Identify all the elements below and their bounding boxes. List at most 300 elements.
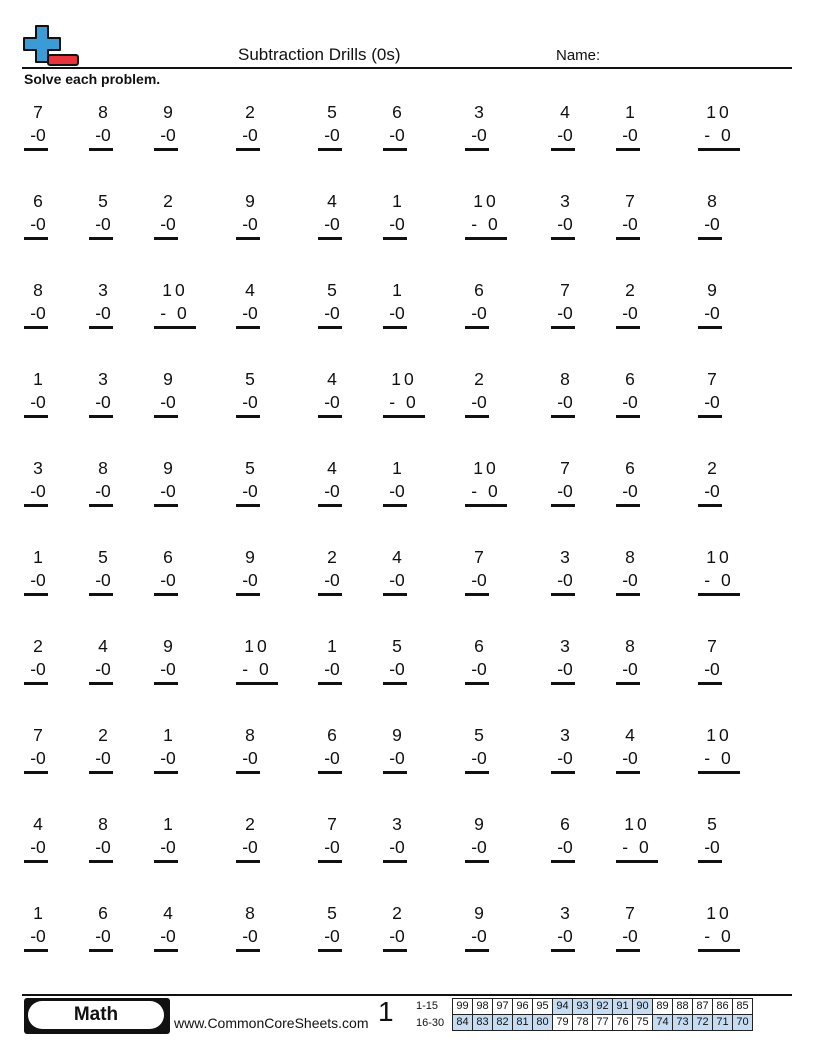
answer-line bbox=[236, 326, 260, 329]
score-cell: 71 bbox=[713, 1015, 733, 1031]
subtrahend: -0 bbox=[30, 303, 46, 323]
minuend: 9 bbox=[163, 636, 173, 656]
minuend: 4 bbox=[560, 102, 570, 122]
answer-line bbox=[383, 771, 407, 774]
minuend: 4 bbox=[163, 903, 173, 923]
range-row2: 16-30 bbox=[416, 1017, 445, 1029]
subtrahend: -0 bbox=[324, 748, 340, 768]
plus-minus-logo-icon bbox=[22, 24, 82, 70]
minuend: 6 bbox=[33, 191, 43, 211]
subtraction-problem bbox=[89, 102, 159, 162]
subtraction-problem bbox=[24, 191, 94, 251]
subtrahend: - 0 bbox=[622, 837, 652, 857]
answer-line bbox=[616, 949, 640, 952]
score-cell: 97 bbox=[493, 999, 513, 1015]
subtraction-problem bbox=[89, 547, 159, 607]
answer-line bbox=[89, 148, 113, 151]
score-row bbox=[453, 1015, 753, 1031]
score-cell: 80 bbox=[533, 1015, 553, 1031]
minuend: 6 bbox=[163, 547, 173, 567]
subtraction-problem bbox=[465, 369, 535, 429]
answer-line bbox=[698, 415, 722, 418]
minuend: 6 bbox=[560, 814, 570, 834]
subtrahend: -0 bbox=[471, 748, 487, 768]
score-row bbox=[453, 999, 753, 1015]
answer-line bbox=[465, 148, 489, 151]
subtrahend: -0 bbox=[324, 125, 340, 145]
subtraction-problem bbox=[616, 547, 686, 607]
subject-badge bbox=[24, 998, 170, 1034]
minuend: 9 bbox=[474, 903, 484, 923]
subtraction-problem bbox=[698, 191, 768, 251]
minuend: 3 bbox=[98, 369, 108, 389]
minuend: 2 bbox=[625, 280, 635, 300]
subtrahend: -0 bbox=[30, 481, 46, 501]
minuend: 8 bbox=[707, 191, 717, 211]
subtrahend: -0 bbox=[704, 214, 720, 234]
subtraction-problem bbox=[465, 102, 535, 162]
score-cell: 88 bbox=[673, 999, 693, 1015]
subtrahend: -0 bbox=[557, 392, 573, 412]
subtrahend: -0 bbox=[160, 837, 176, 857]
answer-line bbox=[698, 682, 722, 685]
subtraction-problem bbox=[616, 191, 686, 251]
subtraction-problem bbox=[24, 102, 94, 162]
answer-line bbox=[551, 415, 575, 418]
minuend: 7 bbox=[625, 191, 635, 211]
answer-line bbox=[551, 771, 575, 774]
minuend: 5 bbox=[98, 547, 108, 567]
answer-line bbox=[465, 860, 489, 863]
subtrahend: -0 bbox=[622, 481, 638, 501]
subtrahend: - 0 bbox=[160, 303, 190, 323]
answer-line bbox=[465, 949, 489, 952]
subtrahend: - 0 bbox=[704, 125, 734, 145]
score-cell: 86 bbox=[713, 999, 733, 1015]
subtrahend: -0 bbox=[160, 125, 176, 145]
subtrahend: -0 bbox=[242, 837, 258, 857]
answer-line bbox=[89, 237, 113, 240]
subtraction-problem bbox=[89, 636, 159, 696]
subtrahend: - 0 bbox=[704, 926, 734, 946]
subtrahend: -0 bbox=[242, 214, 258, 234]
subtrahend: -0 bbox=[557, 659, 573, 679]
answer-line bbox=[616, 237, 640, 240]
minuend: 10 bbox=[473, 458, 499, 478]
subtraction-problem bbox=[89, 280, 159, 340]
subtraction-problem bbox=[698, 814, 768, 874]
subtrahend: -0 bbox=[557, 837, 573, 857]
subtraction-problem bbox=[383, 814, 453, 874]
subtraction-problem bbox=[154, 903, 224, 963]
answer-line bbox=[383, 949, 407, 952]
subtraction-problem bbox=[24, 814, 94, 874]
subtrahend: -0 bbox=[160, 659, 176, 679]
minuend: 6 bbox=[98, 903, 108, 923]
answer-line bbox=[616, 682, 640, 685]
answer-line bbox=[551, 148, 575, 151]
answer-line bbox=[318, 415, 342, 418]
minuend: 5 bbox=[327, 280, 337, 300]
subtrahend: -0 bbox=[704, 659, 720, 679]
answer-line bbox=[89, 949, 113, 952]
answer-line bbox=[616, 771, 640, 774]
score-cell: 96 bbox=[513, 999, 533, 1015]
subtraction-problem bbox=[236, 725, 306, 785]
subtraction-problem bbox=[24, 369, 94, 429]
subtraction-problem bbox=[551, 814, 621, 874]
subtraction-problem bbox=[318, 725, 388, 785]
subtrahend: -0 bbox=[622, 570, 638, 590]
score-cell: 79 bbox=[553, 1015, 573, 1031]
minuend: 10 bbox=[624, 814, 650, 834]
minuend: 1 bbox=[163, 725, 173, 745]
name-field-label: Name: bbox=[556, 47, 601, 64]
minuend: 4 bbox=[327, 369, 337, 389]
subtraction-problem bbox=[89, 725, 159, 785]
answer-line bbox=[698, 771, 740, 774]
minuend: 1 bbox=[392, 191, 402, 211]
minuend: 1 bbox=[392, 280, 402, 300]
minuend: 10 bbox=[162, 280, 188, 300]
answer-line bbox=[465, 771, 489, 774]
answer-line bbox=[236, 593, 260, 596]
minuend: 9 bbox=[707, 280, 717, 300]
minuend: 3 bbox=[474, 102, 484, 122]
score-cell: 78 bbox=[573, 1015, 593, 1031]
answer-line bbox=[698, 949, 740, 952]
subtrahend: -0 bbox=[95, 748, 111, 768]
subtraction-problem bbox=[383, 903, 453, 963]
subtrahend: -0 bbox=[557, 125, 573, 145]
answer-line bbox=[383, 415, 425, 418]
minuend: 1 bbox=[33, 903, 43, 923]
minuend: 3 bbox=[98, 280, 108, 300]
subtrahend: -0 bbox=[557, 214, 573, 234]
answer-line bbox=[89, 415, 113, 418]
minuend: 3 bbox=[560, 725, 570, 745]
score-cell: 90 bbox=[633, 999, 653, 1015]
subtraction-problem bbox=[383, 369, 453, 429]
subtraction-problem bbox=[154, 102, 224, 162]
minuend: 1 bbox=[392, 458, 402, 478]
subtrahend: -0 bbox=[242, 125, 258, 145]
answer-line bbox=[24, 949, 48, 952]
subtrahend: -0 bbox=[557, 926, 573, 946]
subtrahend: -0 bbox=[389, 481, 405, 501]
subtrahend: -0 bbox=[30, 926, 46, 946]
subtrahend: - 0 bbox=[704, 570, 734, 590]
answer-line bbox=[24, 771, 48, 774]
subtrahend: -0 bbox=[95, 303, 111, 323]
answer-line bbox=[551, 593, 575, 596]
minuend: 5 bbox=[327, 903, 337, 923]
minuend: 7 bbox=[33, 102, 43, 122]
subtraction-problem bbox=[698, 636, 768, 696]
score-cell: 82 bbox=[493, 1015, 513, 1031]
subtraction-problem bbox=[465, 903, 535, 963]
website-link[interactable]: www.CommonCoreSheets.com bbox=[174, 1015, 369, 1031]
subtrahend: -0 bbox=[160, 748, 176, 768]
minuend: 5 bbox=[327, 102, 337, 122]
subtrahend: -0 bbox=[95, 392, 111, 412]
minuend: 8 bbox=[560, 369, 570, 389]
subtraction-problem bbox=[318, 636, 388, 696]
minuend: 2 bbox=[245, 814, 255, 834]
minuend: 1 bbox=[163, 814, 173, 834]
subtrahend: -0 bbox=[30, 125, 46, 145]
subtrahend: -0 bbox=[471, 303, 487, 323]
minuend: 10 bbox=[473, 191, 499, 211]
answer-line bbox=[551, 326, 575, 329]
subtraction-problem bbox=[465, 191, 535, 251]
subtrahend: -0 bbox=[389, 748, 405, 768]
subtrahend: - 0 bbox=[704, 748, 734, 768]
subtraction-problem bbox=[551, 280, 621, 340]
score-ranges bbox=[416, 998, 444, 1032]
answer-line bbox=[89, 771, 113, 774]
answer-line bbox=[154, 326, 196, 329]
subtraction-problem bbox=[154, 191, 224, 251]
score-cell: 70 bbox=[733, 1015, 753, 1031]
answer-line bbox=[616, 593, 640, 596]
minuend: 10 bbox=[706, 725, 732, 745]
subtraction-problem bbox=[383, 636, 453, 696]
subtraction-problem bbox=[383, 458, 453, 518]
subtraction-problem bbox=[698, 102, 768, 162]
score-cell: 91 bbox=[613, 999, 633, 1015]
subtrahend: -0 bbox=[160, 926, 176, 946]
subtrahend: -0 bbox=[30, 748, 46, 768]
score-cell: 81 bbox=[513, 1015, 533, 1031]
answer-line bbox=[154, 682, 178, 685]
answer-line bbox=[154, 949, 178, 952]
answer-line bbox=[383, 326, 407, 329]
answer-line bbox=[154, 771, 178, 774]
subtrahend: -0 bbox=[95, 481, 111, 501]
subtraction-problem bbox=[383, 102, 453, 162]
subtrahend: -0 bbox=[30, 570, 46, 590]
minuend: 5 bbox=[245, 369, 255, 389]
minuend: 10 bbox=[706, 102, 732, 122]
answer-line bbox=[24, 415, 48, 418]
header-divider bbox=[22, 67, 792, 69]
subtraction-problem bbox=[236, 458, 306, 518]
subtrahend: -0 bbox=[324, 837, 340, 857]
answer-line bbox=[383, 148, 407, 151]
minuend: 5 bbox=[392, 636, 402, 656]
subtraction-problem bbox=[236, 102, 306, 162]
score-cell: 92 bbox=[593, 999, 613, 1015]
answer-line bbox=[551, 860, 575, 863]
subtraction-problem bbox=[616, 280, 686, 340]
score-cell: 87 bbox=[693, 999, 713, 1015]
subtraction-problem bbox=[89, 903, 159, 963]
minuend: 4 bbox=[245, 280, 255, 300]
minuend: 2 bbox=[474, 369, 484, 389]
answer-line bbox=[551, 237, 575, 240]
answer-line bbox=[698, 860, 722, 863]
answer-line bbox=[89, 504, 113, 507]
minuend: 3 bbox=[560, 903, 570, 923]
minuend: 4 bbox=[392, 547, 402, 567]
subtraction-problem bbox=[698, 903, 768, 963]
subtraction-problem bbox=[154, 814, 224, 874]
answer-line bbox=[24, 682, 48, 685]
answer-line bbox=[236, 860, 260, 863]
minuend: 8 bbox=[33, 280, 43, 300]
minuend: 7 bbox=[625, 903, 635, 923]
answer-line bbox=[24, 504, 48, 507]
minuend: 1 bbox=[33, 547, 43, 567]
footer-divider bbox=[22, 994, 792, 996]
answer-line bbox=[154, 237, 178, 240]
subtrahend: -0 bbox=[471, 125, 487, 145]
score-cell: 95 bbox=[533, 999, 553, 1015]
subtrahend: - 0 bbox=[471, 481, 501, 501]
subtrahend: -0 bbox=[704, 392, 720, 412]
answer-line bbox=[318, 682, 342, 685]
answer-line bbox=[616, 326, 640, 329]
subtraction-problem bbox=[24, 636, 94, 696]
subtrahend: -0 bbox=[471, 392, 487, 412]
answer-line bbox=[24, 237, 48, 240]
subtraction-problem bbox=[698, 369, 768, 429]
score-cell: 73 bbox=[673, 1015, 693, 1031]
subtraction-problem bbox=[698, 458, 768, 518]
subtraction-problem bbox=[698, 725, 768, 785]
subtrahend: -0 bbox=[30, 837, 46, 857]
instructions: Solve each problem. bbox=[24, 71, 161, 87]
answer-line bbox=[236, 148, 260, 151]
subtraction-problem bbox=[24, 725, 94, 785]
subtraction-problem bbox=[551, 458, 621, 518]
subtrahend: -0 bbox=[389, 125, 405, 145]
subtraction-problem bbox=[616, 814, 686, 874]
minuend: 4 bbox=[327, 191, 337, 211]
subtraction-problem bbox=[551, 102, 621, 162]
answer-line bbox=[698, 593, 740, 596]
subtraction-problem bbox=[236, 280, 306, 340]
answer-line bbox=[465, 415, 489, 418]
subtrahend: -0 bbox=[557, 748, 573, 768]
minuend: 7 bbox=[560, 280, 570, 300]
minuend: 2 bbox=[327, 547, 337, 567]
subtraction-problem bbox=[24, 903, 94, 963]
minuend: 8 bbox=[98, 102, 108, 122]
answer-line bbox=[154, 593, 178, 596]
subtraction-problem bbox=[616, 102, 686, 162]
answer-line bbox=[465, 682, 489, 685]
minuend: 6 bbox=[474, 636, 484, 656]
minuend: 5 bbox=[707, 814, 717, 834]
subtraction-problem bbox=[236, 814, 306, 874]
answer-line bbox=[318, 593, 342, 596]
answer-line bbox=[24, 860, 48, 863]
minuend: 6 bbox=[474, 280, 484, 300]
answer-line bbox=[236, 949, 260, 952]
worksheet-title: Subtraction Drills (0s) bbox=[238, 45, 401, 64]
subtraction-problem bbox=[24, 547, 94, 607]
minuend: 9 bbox=[392, 725, 402, 745]
subtraction-problem bbox=[89, 458, 159, 518]
page-number: 1 bbox=[378, 996, 394, 1027]
answer-line bbox=[89, 593, 113, 596]
subtraction-problem bbox=[318, 547, 388, 607]
answer-line bbox=[154, 504, 178, 507]
subtraction-problem bbox=[616, 369, 686, 429]
answer-line bbox=[154, 148, 178, 151]
subtraction-problem bbox=[24, 458, 94, 518]
subtrahend: -0 bbox=[389, 926, 405, 946]
minuend: 6 bbox=[625, 369, 635, 389]
minuend: 1 bbox=[327, 636, 337, 656]
subtrahend: -0 bbox=[160, 214, 176, 234]
minuend: 8 bbox=[98, 814, 108, 834]
answer-line bbox=[154, 415, 178, 418]
score-cell: 76 bbox=[613, 1015, 633, 1031]
subtrahend: -0 bbox=[622, 214, 638, 234]
subtraction-problem bbox=[318, 191, 388, 251]
subtrahend: -0 bbox=[242, 926, 258, 946]
subtrahend: -0 bbox=[242, 748, 258, 768]
subtrahend: -0 bbox=[324, 392, 340, 412]
minuend: 4 bbox=[98, 636, 108, 656]
subtraction-problem bbox=[154, 725, 224, 785]
subtrahend: - 0 bbox=[242, 659, 272, 679]
answer-line bbox=[551, 682, 575, 685]
answer-line bbox=[698, 148, 740, 151]
subtrahend: -0 bbox=[160, 392, 176, 412]
answer-line bbox=[24, 148, 48, 151]
score-cell: 72 bbox=[693, 1015, 713, 1031]
minuend: 2 bbox=[245, 102, 255, 122]
subtrahend: -0 bbox=[160, 481, 176, 501]
subtrahend: -0 bbox=[704, 303, 720, 323]
subtrahend: -0 bbox=[389, 303, 405, 323]
subtrahend: -0 bbox=[622, 392, 638, 412]
subtraction-problem bbox=[236, 903, 306, 963]
subtrahend: -0 bbox=[389, 570, 405, 590]
subtraction-problem bbox=[383, 191, 453, 251]
answer-line bbox=[465, 593, 489, 596]
answer-line bbox=[236, 771, 260, 774]
answer-line bbox=[236, 504, 260, 507]
minuend: 6 bbox=[327, 725, 337, 745]
subtrahend: -0 bbox=[95, 837, 111, 857]
subtraction-problem bbox=[24, 280, 94, 340]
subtraction-problem bbox=[236, 191, 306, 251]
subtraction-problem bbox=[551, 903, 621, 963]
minuend: 7 bbox=[327, 814, 337, 834]
subtrahend: -0 bbox=[622, 659, 638, 679]
subtraction-problem bbox=[318, 280, 388, 340]
answer-line bbox=[616, 860, 658, 863]
subtrahend: -0 bbox=[242, 481, 258, 501]
range-row1: 1-15 bbox=[416, 1000, 439, 1012]
subtrahend: -0 bbox=[471, 926, 487, 946]
subtraction-problem bbox=[551, 191, 621, 251]
subtrahend: -0 bbox=[704, 837, 720, 857]
answer-line bbox=[89, 326, 113, 329]
answer-line bbox=[616, 504, 640, 507]
answer-line bbox=[89, 682, 113, 685]
answer-line bbox=[236, 415, 260, 418]
answer-line bbox=[318, 326, 342, 329]
minuend: 1 bbox=[625, 102, 635, 122]
minuend: 6 bbox=[392, 102, 402, 122]
subtrahend: -0 bbox=[622, 125, 638, 145]
